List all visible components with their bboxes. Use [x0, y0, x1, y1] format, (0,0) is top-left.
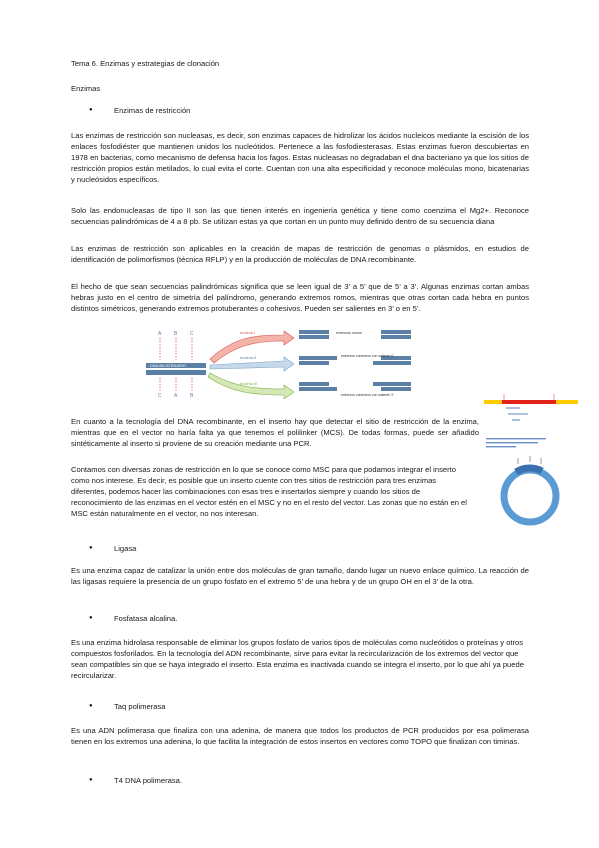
- sticky-5-result: [299, 354, 411, 365]
- document-title: Tema 6. Enzimas y estrategias de clonación: [71, 59, 220, 68]
- svg-text:A: A: [174, 393, 178, 399]
- section-heading: Enzimas: [71, 84, 101, 93]
- svg-text:A: A: [158, 331, 162, 337]
- svg-text:B: B: [174, 331, 178, 337]
- blunt-ends-result: [299, 330, 411, 339]
- paragraph: Es una enzima hidrolasa responsable de eliminar los grupos fosfato de varios tipos de moléculas como nucleótidos o proteínas y otros compuestos fosforilados. En la tecnología del ADN recombinante, sirve para evitar la recircularización de los extremos del vector que sean compatibles sin que se haya integrado el inserto. Esta enzima es inactivada cuando se integra el inserto, por lo que ahí ya puede recircularizar.: [71, 638, 524, 680]
- dna-double-strand-icon: [146, 331, 206, 399]
- insert-vector-figure: [484, 392, 592, 526]
- paragraph: Las enzimas de restricción son aplicables en la creación de mapas de restricción de genomas o plásmidos, en estudios de identificación de polimorfismos (técnica RFLP) y en la producción de moléculas de DNA recombinante.: [71, 244, 529, 264]
- sticky-3-result: [299, 382, 411, 397]
- paragraph: El hecho de que sean secuencias palindrómicas significa que se leen igual de 3’ a 5’ que de 5’ a 3’. Algunas enzimas cortan ambas hebras justo en el centro de simetría del palíndromo, generando extremos romos, mientras que otras cortan cada hebra en puntos distintos simétricos, generando extremos protuberantes o cohesivos. Pueden ser salientes en 3’ o en 5’.: [71, 282, 529, 313]
- restriction-enzymes-figure: [144, 327, 414, 399]
- cut-arrows: [208, 331, 294, 399]
- bullet-dot-icon: ●: [89, 545, 93, 551]
- enzyme-label: enzima II: [240, 355, 257, 360]
- result-label: extremos romos: [336, 331, 362, 335]
- paragraph: Las enzimas de restricción son nucleasas, es decir, son enzimas capaces de hidrolizar los ácidos nucleicos mediante la escisión de los enlaces fosfodiéster que mantienen unidos los nucleótidos. Pertenece a las fosfodiesterasas. Estas enzimas fueron descubiertas en 1978 en bacterias, como mecanismo de defensa hacia los fagos. Estas nucleasas no degradaban el dna bacteriano ya que los sitios de restricción propios están metilados, lo cual evita el corte. Cuentan con una alta especificidad y reconoce moléculas mono, bicatenarias y nucleósidos específicos.: [71, 131, 529, 184]
- bullet-dot-icon: ●: [89, 107, 93, 113]
- dna-label: DNA BICATENARIO: [150, 363, 187, 368]
- enzyme-label: enzima I: [240, 330, 256, 335]
- bullet-label: Fosfatasa alcalina.: [114, 614, 178, 623]
- bullet-dot-icon: ●: [89, 615, 93, 621]
- bullet-label: Taq polimerasa: [114, 702, 166, 711]
- paragraph: Es una ADN polimerasa que finaliza con una adenina, de manera que todos los productos de PCR producidos por esa polimerasa tienen en los extremos una adenina, lo que facilita la integración de estos insertos en vectores como TOPO que finalizan con timinas.: [71, 726, 529, 746]
- annotation-lines: [486, 438, 546, 447]
- paragraph: Es una enzima capaz de catalizar la unión entre dos moléculas de gran tamaño, dando lugar un nuevo enlace químico. La reacción de las ligasas requiere la presencia de un grupo fosfato en el extremo 5’ de una hebra y de un grupo OH en el 3’ de la otra.: [71, 566, 529, 586]
- result-label: extremos cohesivos con saliente 5': [341, 354, 394, 358]
- paragraph: Solo las endonucleasas de tipo II son las que tienen interés en ingeniería genética y tiene como coenzima el Mg2+. Reconoce secuencias palindrómicas de 4 a 8 pb. Se utilizan estas ya que cortan en un punto muy definido dentro de su secuencia diana: [71, 206, 529, 226]
- bullet-dot-icon: ●: [89, 703, 93, 709]
- paragraph: Contamos con diversas zonas de restricción en lo que se conoce como MSC para que podamos integrar el inserto como nos interese. Es decir, es posible que un inserto cuente con tres sitios de restricción para tres enzimas diferentes, podemos hacer las combinaciones con esas tres e insertarlos siempre y cuando los sitios de reconocimiento de las enzimas en el vector estén en el MSC y no en el resto del vector. Las zonas que no están en el MSC están naturalmente en el vector, no nos interesan.: [71, 465, 467, 518]
- svg-text:B: B: [190, 393, 194, 399]
- enzyme-label: enzima III: [240, 381, 258, 386]
- bullet-label: Ligasa: [114, 544, 137, 553]
- bullet-dot-icon: ●: [89, 777, 93, 783]
- svg-text:C: C: [190, 331, 194, 337]
- bullet-label: Enzimas de restricción: [114, 106, 191, 115]
- result-label: extremos cohesivos con saliente 3': [341, 393, 394, 397]
- bullet-label: T4 DNA polimerasa.: [114, 776, 182, 785]
- svg-text:C: C: [158, 393, 162, 399]
- insert-bar: [484, 394, 578, 420]
- paragraph: En cuanto a la tecnología del DNA recombinante, en el inserto hay que detectar el sitio de restricción de la enzima, mientras que en el vector no haría falta ya que tenemos el polilinker (MCS). De todas formas, puede ser añadido sintéticamente al inserto si proviene de su creación mediante una PCR.: [71, 417, 479, 448]
- plasmid-vector-icon: [504, 456, 556, 522]
